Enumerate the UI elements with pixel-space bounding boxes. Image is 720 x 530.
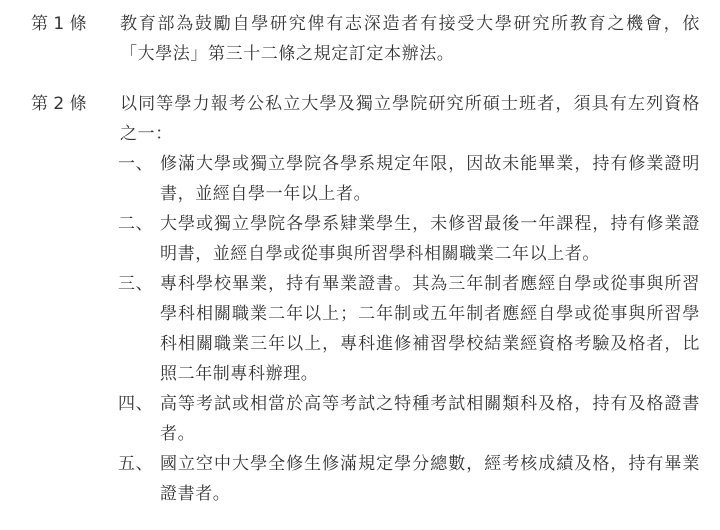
list-item-number: 三、 — [118, 274, 154, 294]
list-item-number: 四、 — [118, 394, 154, 414]
list-item-text: 專科學校畢業，持有畢業證書。其為三年制者應經自學或從事與所習學科相關職業二年以上；二年制或五年制者應經自學或從事與所習學科相關職業三年以上，專科進修補習學校結業經資格考驗及格者，比照二年制專科辦理。 — [160, 274, 700, 384]
list-item-text: 大學或獨立學院各學系肄業學生，未修習最後一年課程，持有修業證明書，並經自學或從事與所習學科相關職業二年以上者。 — [160, 214, 700, 264]
list-item — [118, 269, 700, 389]
list-item-number: 一、 — [118, 154, 154, 174]
article-1-number: 第 1 條 — [31, 14, 87, 34]
article-2-items — [118, 149, 700, 509]
list-item-number: 五、 — [118, 454, 154, 474]
list-item — [118, 449, 700, 509]
article-1-text: 教育部為鼓勵自學研究俾有志深造者有接受大學研究所教育之機會，依「大學法」第三十二條之規定訂定本辦法。 — [120, 14, 700, 64]
list-item-number: 二、 — [118, 214, 154, 234]
list-item-text: 高等考試或相當於高等考試之特種考試相關類科及格，持有及格證書者。 — [160, 394, 700, 444]
article-2-number: 第 2 條 — [31, 94, 87, 114]
list-item — [118, 209, 700, 269]
article-2-text: 以同等學力報考公私立大學及獨立學院研究所碩士班者，須具有左列資格之一： — [120, 94, 700, 144]
list-item-text: 國立空中大學全修生修滿規定學分總數，經考核成績及格，持有畢業證書者。 — [160, 454, 700, 504]
list-item-text: 修滿大學或獨立學院各學系規定年限，因故未能畢業，持有修業證明書，並經自學一年以上者。 — [160, 154, 700, 204]
list-item — [118, 389, 700, 449]
list-item — [118, 149, 700, 209]
